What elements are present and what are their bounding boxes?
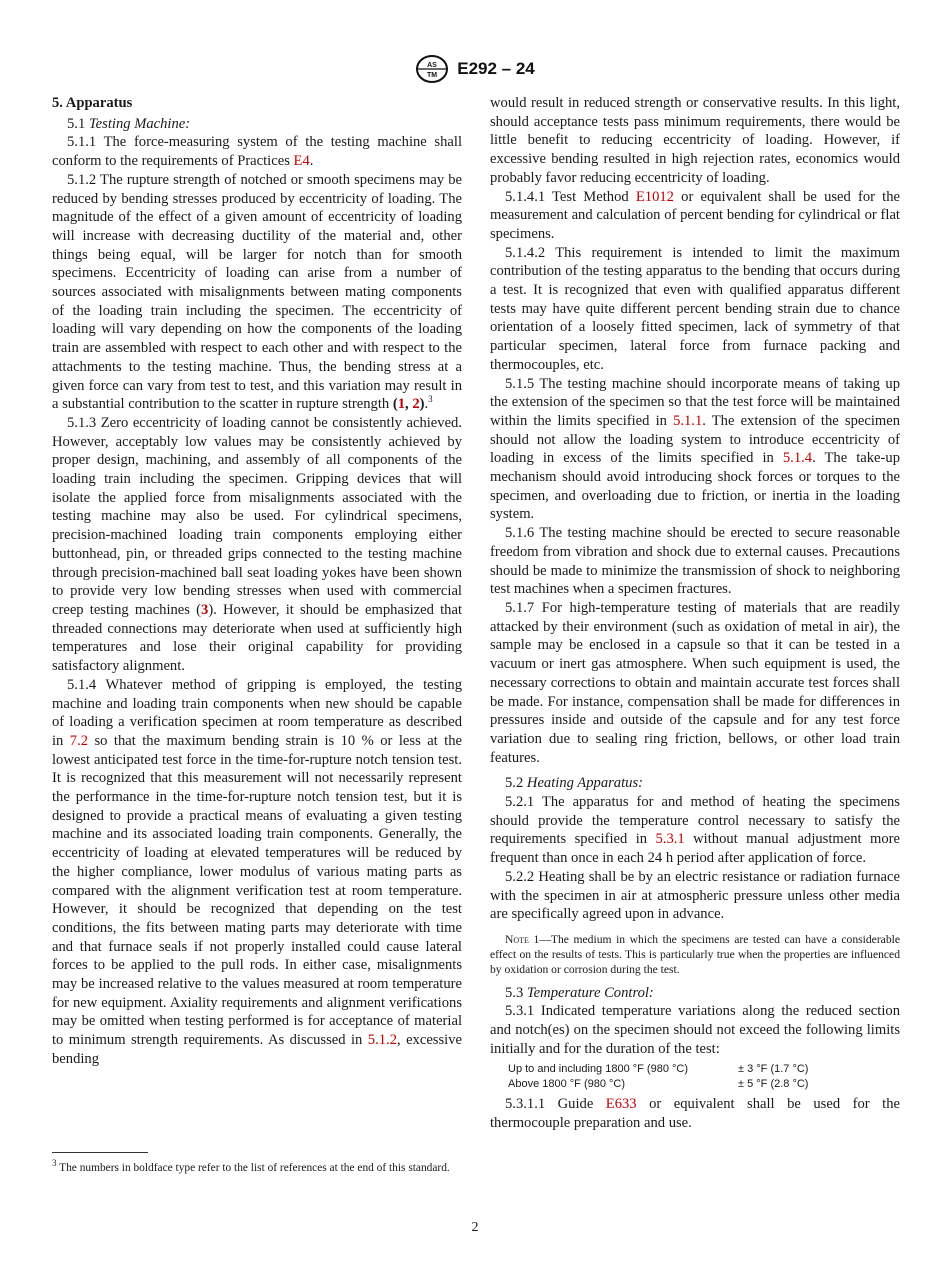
- paragraph-5-2-2: 5.2.2 Heating shall be by an electric resistance or radiation furnace with the specimen in air at atmospheric pressure unless other media are specifically agreed upon in advance.: [490, 868, 900, 923]
- paragraph-5-1-6: 5.1.6 The testing machine should be erected to secure reasonable freedom from vibration and shock due to external causes. Precautions should be made to minimize the transmission of shock to neighboring test machines when a specimen fractures.: [490, 525, 900, 598]
- subsection-heading: 5.1 Testing Machine:: [67, 115, 191, 132]
- table-row: [508, 1062, 808, 1077]
- ref-link-2[interactable]: 2: [412, 396, 420, 413]
- document-id: E292 – 24: [457, 59, 535, 78]
- table-row: [508, 1077, 808, 1092]
- paragraph-5-2-1: 5.2.1 The apparatus for and method of heating the specimens should provide the temperature control necessary to satisfy the requirements specified in 5.3.1 without manual adjustment more frequent than once in each 24 h period after application of force.: [490, 794, 901, 867]
- paragraph-5-1-4-1: 5.1.4.1 Test Method E1012 or equivalent shall be used for the measurement and calculation of percent bending for cylindrical or flat specimens.: [490, 188, 900, 242]
- paragraph-5-1-3: 5.1.3 Zero eccentricity of loading cannot be consistently achieved. However, acceptably low values may be consistently achieved by proper design, machining, and assembly of all components of the loading train including the specimen. Gripping devices that will isolate the applied force from misalignments associated with the testing machine may also be used. For cylindrical specimens, precision-machined loading train components employing either buttonhead, pin, or threaded grips connected to the testing machine through precision-machined ball seat loading yokes have been shown to provide very low bending stresses when used with commercial creep testing machines (3). However, it should be emphasized that threaded connections may deteriorate when used at sufficiently high temperatures and lose their original capability for providing satisfactory alignment.: [52, 414, 463, 675]
- ref-link-1[interactable]: 1: [397, 396, 406, 413]
- section-title: 5. Apparatus: [52, 95, 133, 111]
- paragraph-5-1-4-2: 5.1.4.2 This requirement is intended to limit the maximum contribution of the testing apparatus to the bending that occurs during a test. It is recognized that even with qualified apparatus different tests may have quite different percent bending strain due to chance orientation of a loosely fitted specimen, lack of symmetry of that particular specimen, lateral force from furnace packing and thermocouples, etc.: [490, 244, 900, 373]
- ref-link-e4[interactable]: E4: [293, 153, 310, 170]
- table-cell: Above 1800 °F (980 °C): [508, 1077, 626, 1090]
- table-cell: ± 5 °F (2.8 °C): [738, 1077, 809, 1090]
- paragraph-5-1-4-continued: would result in reduced strength or conservative results. In this light, should acceptance tests pass minimum requirements, there would be little benefit to reducing eccentricity of loading. However, if excessive bending resulted in high rejection rates, economics would probably favor reducing eccentricity of loading.: [490, 95, 900, 186]
- subsection-heading: 5.3 Temperature Control:: [505, 984, 654, 1001]
- paragraph-5-1-5: 5.1.5 The testing machine should incorporate means of taking up the extension of the specimen so that the test force will be maintained within the limits specified in 5.1.1. The extension of the specimen should not allow the loading system to introduce eccentricity of loading in excess of the limits specified in 5.1.4. The take-up mechanism should avoid introducing shock forces or torques to the specimen, and overloading due to friction, or inertia in the loading system.: [490, 375, 900, 523]
- table-cell: Up to and including 1800 °F (980 °C): [508, 1063, 689, 1076]
- page-number: 2: [471, 1220, 479, 1235]
- paragraph-5-1-2: 5.1.2 The rupture strength of notched or smooth specimens may be reduced by bending stresses produced by eccentricity of loading. The magnitude of the effect of a given amount of eccentricity of loading will increase with decreasing ductility of the material and, other things being equal, will be larger for notch than for smooth specimens. Eccentricity of loading can arise from a number of sources associated with misalignments between mating components of the loading train including the specimen. The eccentricity of loading will vary depending on how the components of the loading train are assembled with respect to each other and with respect to the attachments to the testing machine. Thus, the bending stress at a given force can vary from test to test, and this variation may result in a substantial contribution to the scatter in rupture strength (1, 2).$^3$: [52, 171, 462, 413]
- ref-link-5-1-2[interactable]: 5.1.2: [367, 1032, 397, 1049]
- ref-link-e633[interactable]: E633: [605, 1096, 637, 1113]
- paragraph-5-1-7: 5.1.7 For high-temperature testing of materials that are readily attacked by their environment (such as oxidation of metal in air), the sample may be enclosed in a capsule so that it can be tested in a vacuum or inert gas atmosphere. When such equipment is used, the necessary corrections to obtain and maintain accurate test forces shall be made. For instance, compensation shall be made for differences in pressures inside and outside of the capsule and for any test force variation due to sealing ring friction, bellows, or other load train features.: [490, 599, 900, 766]
- right-column: [490, 94, 900, 1133]
- svg-text:TM: TM: [427, 72, 438, 79]
- footnote-divider: [52, 1152, 148, 1153]
- paragraph-5-1-4: 5.1.4 Whatever method of gripping is employed, the testing machine and loading train components when new should be capable of loading a verification specimen at room temperature as described in 7.2 so that the maximum bending strain is 10 % or less at the lowest anticipated test force in the time-for-rupture notch tension test. It is recognized that this measurement will not necessarily represent the performance in the time-for-rupture notch tension test, but it is designed to provide a practical means of evaluating a given testing machine and its associated loading train components. Generally, the eccentricity of loading at elevated temperatures will be reduced by the higher compliance, lower modulus of various mating parts as compared with the alignment verification test at room temperature. However, it should be recognized that depending on the test conditions, the fits between mating parts may deteriorate with time and that furnace seals if not properly installed could cause lateral forces to be applied to the pull rods. In either case, misalignments may be increased relative to the values measured at room temperature for new equipment. Axiality requirements and alignment verifications may be omitted when testing performed is for acceptance of material to minimum strength requirements. As discussed in 5.1.2, excessive bending: [52, 676, 462, 1067]
- ref-link-e1012[interactable]: E1012: [635, 188, 674, 205]
- ref-link-5-3-1[interactable]: 5.3.1: [655, 831, 685, 848]
- subsection-heading: 5.2 Heating Apparatus:: [505, 775, 643, 792]
- svg-text:AS: AS: [427, 62, 438, 69]
- left-column: [52, 94, 462, 1069]
- table-cell: ± 3 °F (1.7 °C): [738, 1063, 809, 1076]
- footnote-marker[interactable]: 3: [428, 394, 433, 405]
- paragraph-5-1-1: 5.1.1 The force-measuring system of the testing machine shall conform to the requirements of Practices E4.: [52, 134, 462, 170]
- astm-logo-icon: [415, 54, 449, 84]
- page-header: [0, 56, 950, 82]
- ref-link-5-1-4[interactable]: 5.1.4: [782, 450, 813, 467]
- temperature-limits-table: [508, 1062, 808, 1091]
- paragraph-5-3-1-1: 5.3.1.1 Guide E633 or equivalent shall be used for the thermocouple preparation and use.: [490, 1096, 900, 1132]
- footnote: $^3$ The numbers in boldface type refer to the list of references at the end of this standard.: [52, 1158, 450, 1174]
- ref-link-5-1-1[interactable]: 5.1.1: [673, 412, 703, 429]
- paragraph-5-3-1: 5.3.1 Indicated temperature variations along the reduced section and notch(es) on the specimen should not exceed the following limits initially and for the duration of the test:: [490, 1003, 900, 1057]
- note-1: Note 1—The medium in which the specimens are tested can have a considerable effect on the results of tests. This is particularly true when the properties are influenced by oxidation or corrosion during the test.: [490, 932, 900, 977]
- ref-link-7-2[interactable]: 7.2: [69, 732, 89, 749]
- ref-link-3[interactable]: 3: [201, 601, 209, 618]
